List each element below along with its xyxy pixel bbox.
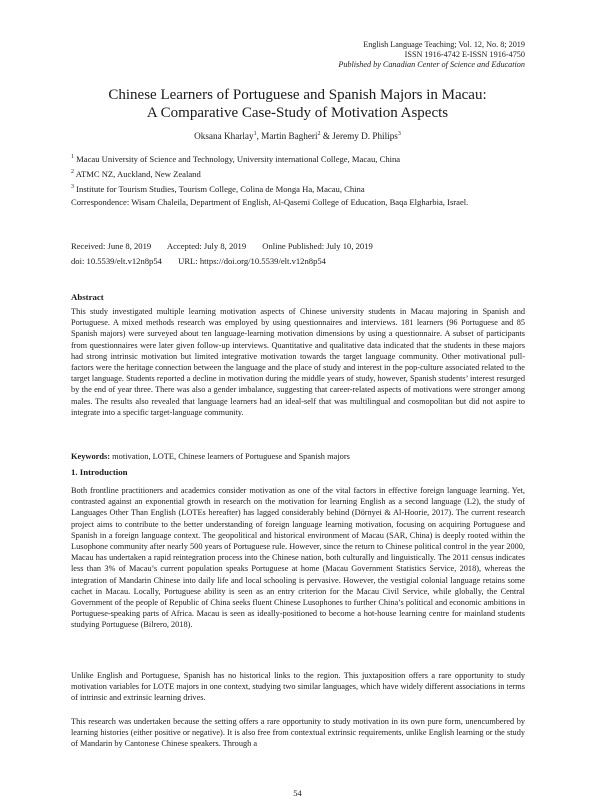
- affiliation-2-num: 2: [71, 169, 74, 175]
- author-1: Oksana Kharlay: [194, 131, 254, 142]
- title-line-1: Chinese Learners of Portuguese and Spanish Majors in Macau:: [108, 87, 487, 103]
- intro-paragraph-2: Unlike English and Portuguese, Spanish has no historical links to the region. This juxtaposition offers a rare opportunity to study motivation variables for LOTE majors in one context, studying two similar languages, which have widely different associations in terms of intrinsic and extrinsic learning drives.: [71, 671, 525, 703]
- keywords-text: motivation, LOTE, Chinese learners of Portuguese and Spanish majors: [110, 452, 350, 461]
- affiliation-2-text: ATMC NZ, Auckland, New Zealand: [75, 168, 201, 179]
- dates-line: [71, 241, 387, 251]
- correspondence: Correspondence: Wisam Chaleila, Department of English, Al-Qasemi College of Education, Baqa Elgharbia, Israel.: [71, 197, 469, 207]
- affiliation-2: [71, 167, 525, 180]
- author-3-affil: 3: [397, 131, 401, 137]
- received-date: Received: June 8, 2019: [71, 241, 152, 251]
- affiliation-1: [71, 152, 525, 165]
- intro-paragraph-3: This research was undertaken because the setting offers a rare opportunity to study motivation in its own pure form, unencumbered by learning histories (either positive or negative). It is also free from contextual extrinsic requirements, unlike English learning or the study of Mandarin by Cantonese Chinese speakers. Through a: [71, 717, 525, 749]
- author-list: Oksana Kharlay$^1$, Martin Bagheri$^2$ & Jeremy D. Philips$^3$: [194, 131, 401, 142]
- section-heading-introduction: 1. Introduction: [71, 467, 128, 477]
- abstract-heading: Abstract: [71, 292, 104, 302]
- abstract-text: This study investigated multiple learning motivation aspects of Chinese university students in Macau majoring in Spanish and Portuguese. A mixed methods research was employed by using questionnaires and interviews. 181 learners (96 Portuguese and 85 Spanish majors) were surveyed about ten language-learning motivation dimensions by using a questionnaire. A subset of participants from questionnaires were later given follow-up interviews. Quantitative and qualitative data indicated that the students in these majors had strong intrinsic motivation but limited integrative motivation towards the target language community. Other motivational pull-factors were the heritage connection between the language and the place of study and interest in the pop-culture associated related to the target language. Students reported a decline in motivation during the middle years of study, however, Spanish students’ interest resurged by the end of year three. There was also a gender imbalance, suggesting that career-related aspects of motivations were stronger among males. The results also revealed that language learners had an ideal-self that was multilingual and cosmopolitan but did not aspire to integrate into a specific target-language community.: [71, 307, 525, 417]
- intro-paragraph-1: Both frontline practitioners and academics consider motivation as one of the vital factors in effective foreign language learning. Yet, contrasted against an exponential growth in research on the motivation for learning English as a second language (L2), the study of Languages Other Than English (LOTEs hereafter) has lagged considerably behind (Dörnyei & Al-Hoorie, 2017). The current research project aims to contribute to the better understanding of foreign language learning motivation, focusing on acquiring Portuguese and Spanish in a foreign language context. The geopolitical and historical environment of Macau (SAR, China) is deeply rooted within the Lusophone community after nearly 500 years of Portuguese rule. However, since the return to Chinese political control in the year 2000, Macau has undertaken a rapid reintegration process into the Chinese nation, both culturally and linguistically. The 2011 census indicates less than 3% of Macau’s current population speaks Portuguese at home (Macau Government Statistics Service, 2018), whereas the integration of Mandarin Chinese into daily life and local schooling is pervasive. However, the vestigial colonial language retains some cachet in Macau. Locally, Portuguese ability is seen as an entry criterion for the Macau Civil Service, while globally, the Central Government of the people of Republic of China seeks fluent Chinese Lusophones to further China’s political and economic ambitions in Portuguese-speaking parts of Africa. Macau is seen as ideally-positioned to become a hot-house learning centre for mainland students studying Portuguese (Bilrero, 2018).: [71, 486, 525, 630]
- paper-title: [40, 86, 555, 122]
- title-line-2: A Comparative Case-Study of Motivation Aspects: [146, 105, 449, 121]
- journal-header: [338, 40, 525, 70]
- affiliation-3-text: Institute for Tourism Studies, Tourism College, Colina de Monga Ha, Macau, China: [76, 183, 365, 194]
- affiliation-3-num: 3: [71, 184, 74, 190]
- issn-info: ISSN 1916-4742 E-ISSN 1916-4750: [404, 50, 525, 59]
- publisher-info: Published by Canadian Center of Science and Education: [338, 60, 525, 69]
- doi-url[interactable]: URL: https://doi.org/10.5539/elt.v12n8p54: [178, 256, 326, 266]
- doi-line: [71, 256, 340, 266]
- author-2: Martin Bagheri: [261, 131, 318, 142]
- published-date: Online Published: July 10, 2019: [262, 241, 373, 251]
- affiliation-1-text: Macau University of Science and Technology, University international College, Macau, China: [76, 153, 401, 164]
- accepted-date: Accepted: July 8, 2019: [166, 241, 247, 251]
- author-3: Jeremy D. Philips: [332, 131, 398, 142]
- keywords-label: Keywords:: [71, 452, 111, 461]
- affiliation-3: [71, 182, 525, 195]
- author-2-affil: 2: [317, 131, 321, 137]
- author-separator: &: [320, 131, 333, 142]
- affiliation-1-num: 1: [71, 154, 74, 160]
- page-number: 54: [293, 788, 302, 798]
- doi: doi: 10.5539/elt.v12n8p54: [71, 256, 162, 266]
- journal-info: English Language Teaching; Vol. 12, No. 8; 2019: [363, 40, 525, 49]
- keywords: [71, 452, 350, 461]
- author-1-affil: 1: [253, 131, 257, 137]
